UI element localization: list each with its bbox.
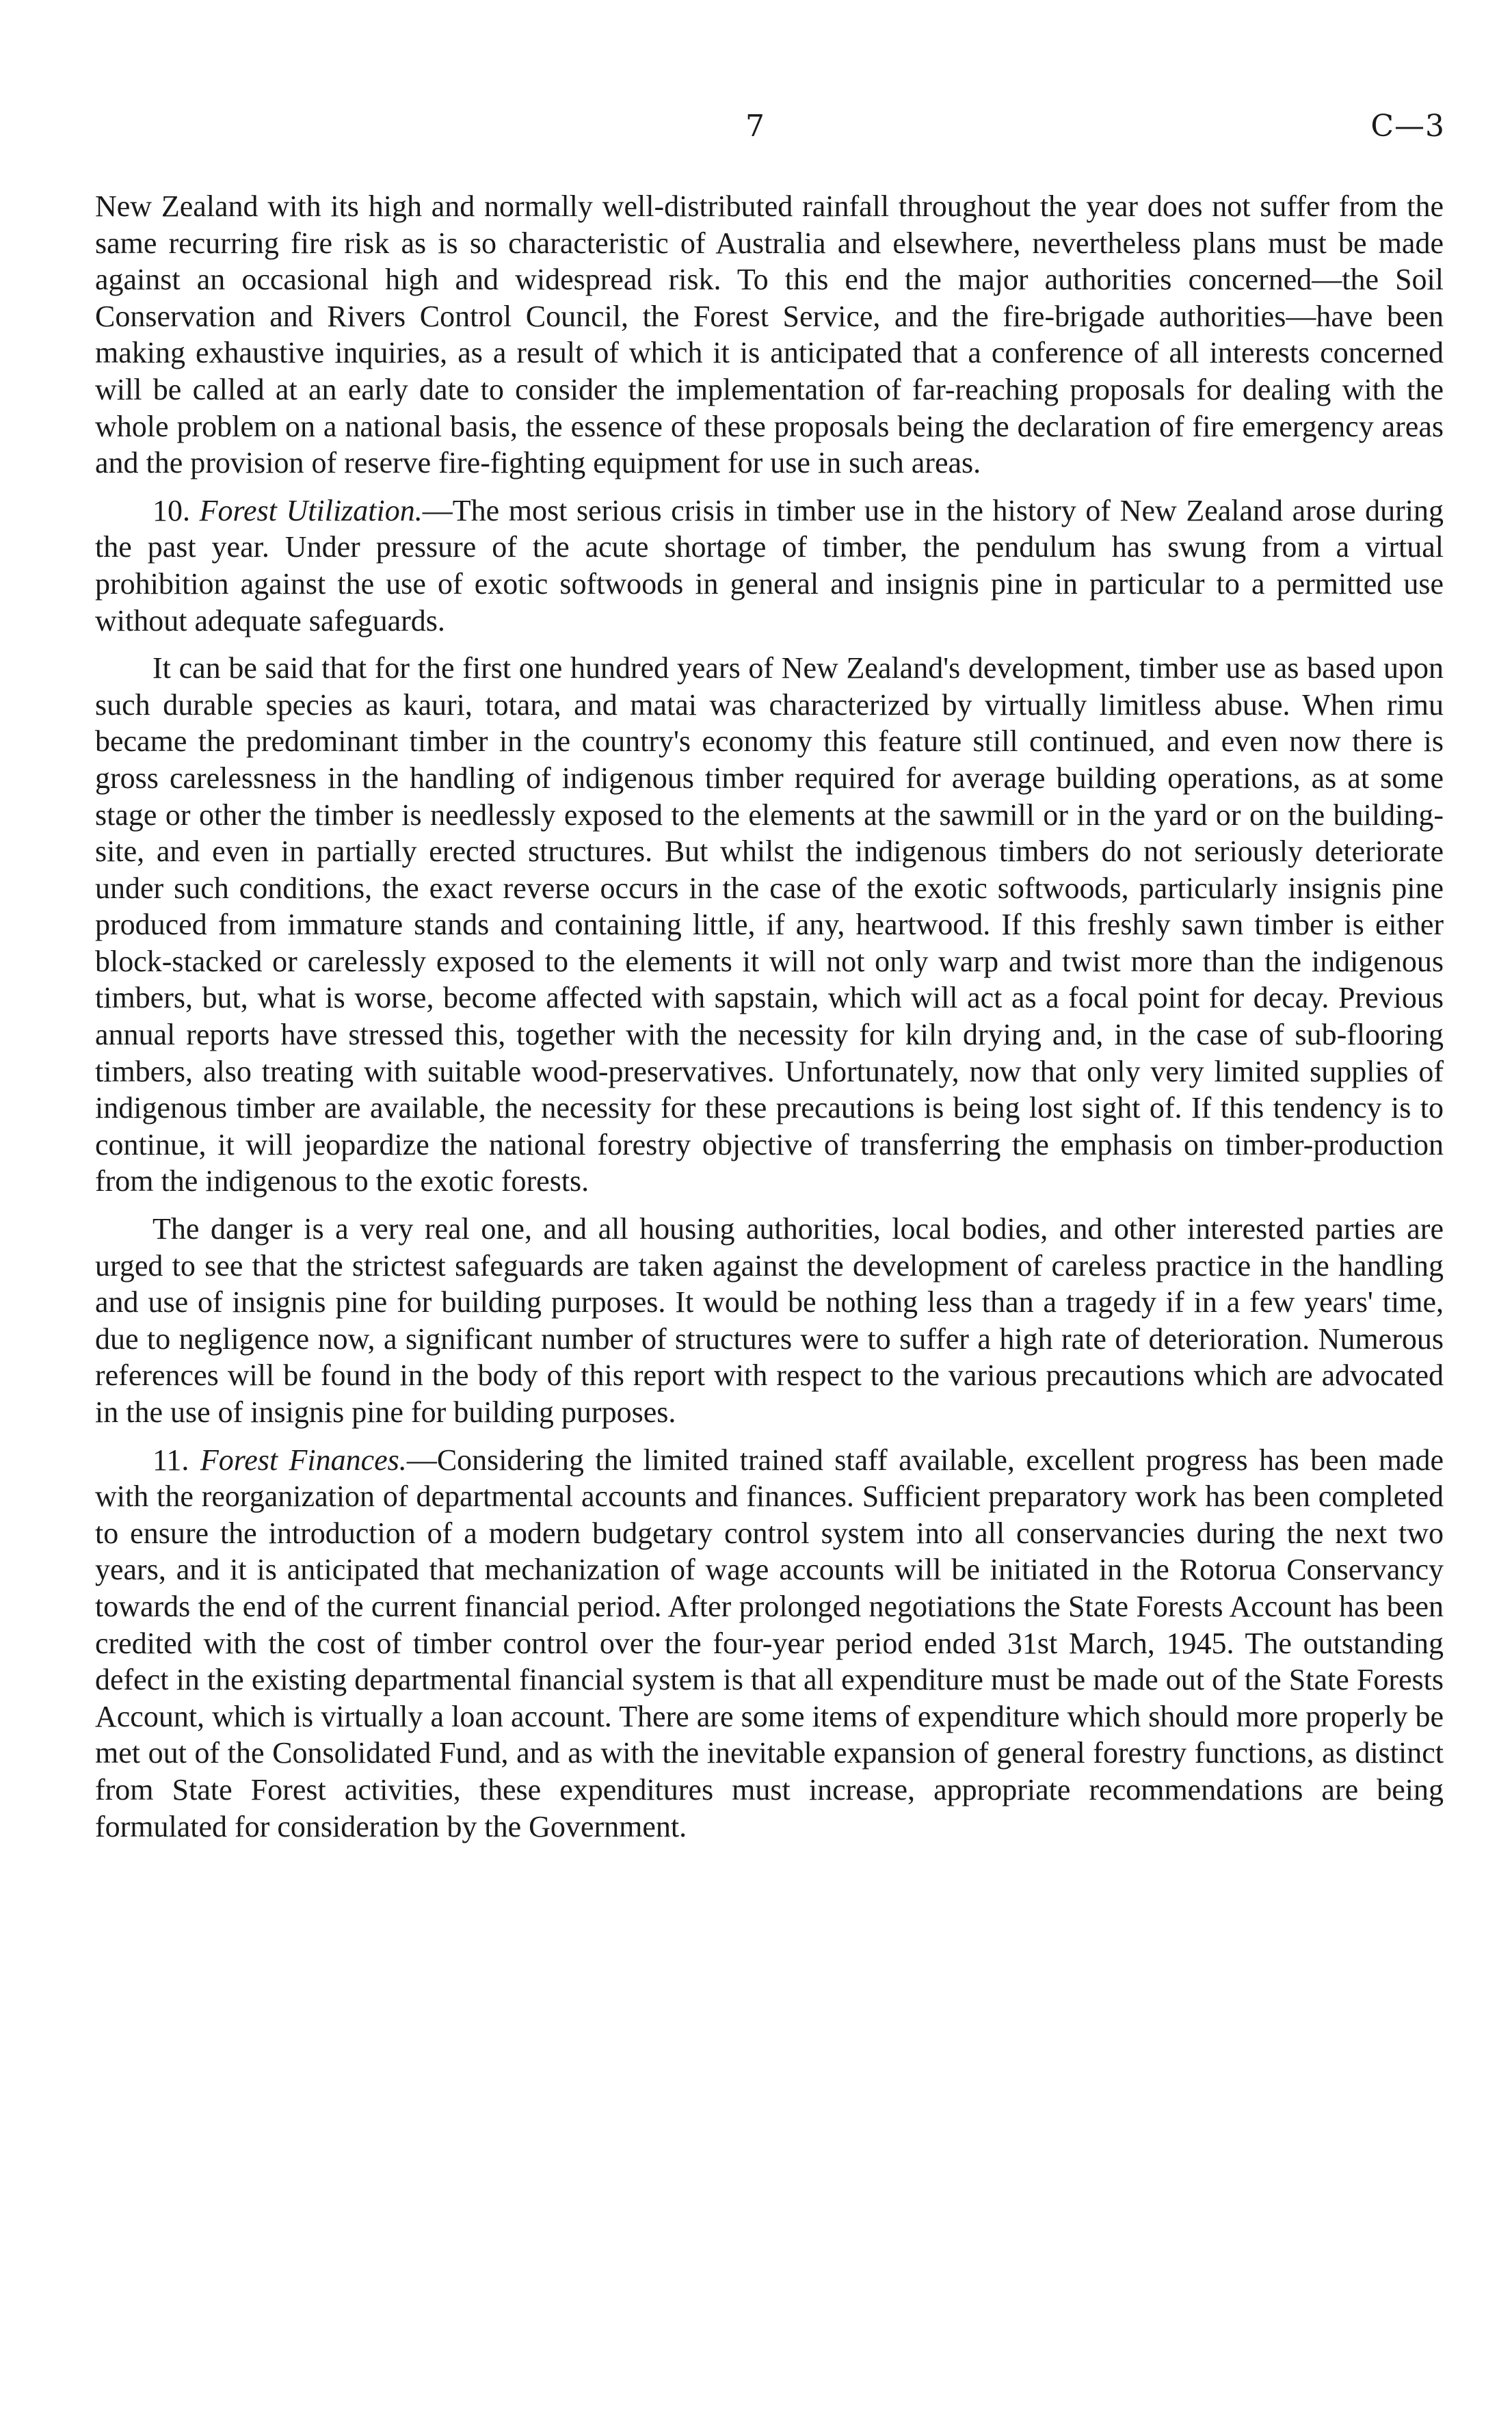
section-11-forest-finances [95, 1442, 1444, 1845]
page-header [0, 103, 1512, 150]
paragraph-text: It can be said that for the first one hundred years of New Zealand's development, timber use as based upon such durable species as kauri, totara, and matai was characterized by virtually limitless abuse. When rimu became the predominant timber in the country's economy this feature still continued, and even now there is gross carelessness in the handling of indigenous timber required for average building operations, as at some stage or other the timber is needlessly exposed to the elements at the sawmill or in the yard or on the building-site, and even in partially erected structures. But whilst the indigenous timbers do not seriously deteriorate under such conditions, the exact reverse occurs in the case of the exotic softwoods, particularly insignis pine produced from immature stands and containing little, if any, heartwood. If this freshly sawn timber is either block-stacked or carelessly exposed to the elements it will not only warp and twist more than the indigenous timbers, but, what is worse, become affected with sapstain, which will act as a focal point for decay. Previous annual reports have stressed this, together with the necessity for kiln drying and, in the case of sub-flooring timbers, also treating with suitable wood-preservatives. Unfortunately, now that only very limited supplies of indigenous timber are available, the necessity for these precautions is being lost sight of. If this tendency is to continue, it will jeopardize the national forestry objective of transferring the emphasis on timber-production from the indigenous to the exotic forests. [95, 651, 1444, 1198]
paragraph-text: The most serious crisis in timber use in the history of New Zealand arose during the past year. Under pressure of the acute shortage of timber, the pendulum has swung from a virtual prohibition against the use of exotic softwoods in general and insignis pine in particular to a permitted use without adequate safeguards. [95, 493, 1444, 638]
section-title: Forest Utilization. [199, 493, 423, 527]
page-number: 7 [745, 109, 765, 144]
section-dash: — [406, 1443, 437, 1477]
body-text [95, 188, 1444, 1856]
document-reference: C—3 [1370, 109, 1445, 144]
paragraph-text: The danger is a very real one, and all housing authorities, local bodies, and other interested parties are urged to see that the strictest safeguards are taken against the development of careless practice in the handling and use of insignis pine for building purposes. It would be nothing less than a tragedy if in a few years' time, due to negligence now, a significant number of structures were to suffer a high rate of deterioration. Numerous references will be found in the body of this report with respect to the various precautions which are advocated in the use of insignis pine for building purposes. [95, 1212, 1444, 1429]
section-number: 11. [152, 1443, 189, 1477]
section-dash: — [422, 493, 453, 527]
paragraph-fire-risk [95, 188, 1444, 482]
section-number: 10. [152, 493, 190, 527]
section-title: Forest Finances. [200, 1443, 407, 1477]
paragraph-text: New Zealand with its high and normally well-distributed rainfall throughout the year does not suffer from the same recurring fire risk as is so characteristic of Australia and elsewhere, nevertheless plans must be made against an occasional high and widespread risk. To this end the major authorities concerned—the Soil Conservation and Rivers Control Council, the Forest Service, and the fire-brigade authorities—have been making exhaustive inquiries, as a result of which it is anticipated that a conference of all interests concerned will be called at an early date to consider the implementation of far-reaching proposals for dealing with the whole problem on a national basis, the essence of these proposals being the declaration of fire emergency areas and the provision of reserve fire-fighting equipment for use in such areas. [95, 189, 1444, 480]
paragraph-danger [95, 1211, 1444, 1431]
section-10-forest-utilization [95, 492, 1444, 639]
paragraph-text: Considering the limited trained staff available, excellent progress has been made with the reorganization of departmental accounts and finances. Sufficient preparatory work has been completed to ensure the introduction of a modern budgetary control system into all conservancies during the next two years, and it is anticipated that mechanization of wage accounts will be initiated in the Rotorua Conservancy towards the end of the current financial period. After prolonged negotiations the State Forests Account has been credited with the cost of timber control over the four-year period ended 31st March, 1945. The outstanding defect in the existing departmental financial system is that all expenditure must be made out of the State Forests Account, which is virtually a loan account. There are some items of expenditure which should more properly be met out of the Consolidated Fund, and as with the inevitable expansion of general forestry functions, as distinct from State Forest activities, these expenditures must increase, appropriate recommendations are being formulated for consideration by the Government. [95, 1443, 1444, 1843]
paragraph-timber-history [95, 650, 1444, 1200]
